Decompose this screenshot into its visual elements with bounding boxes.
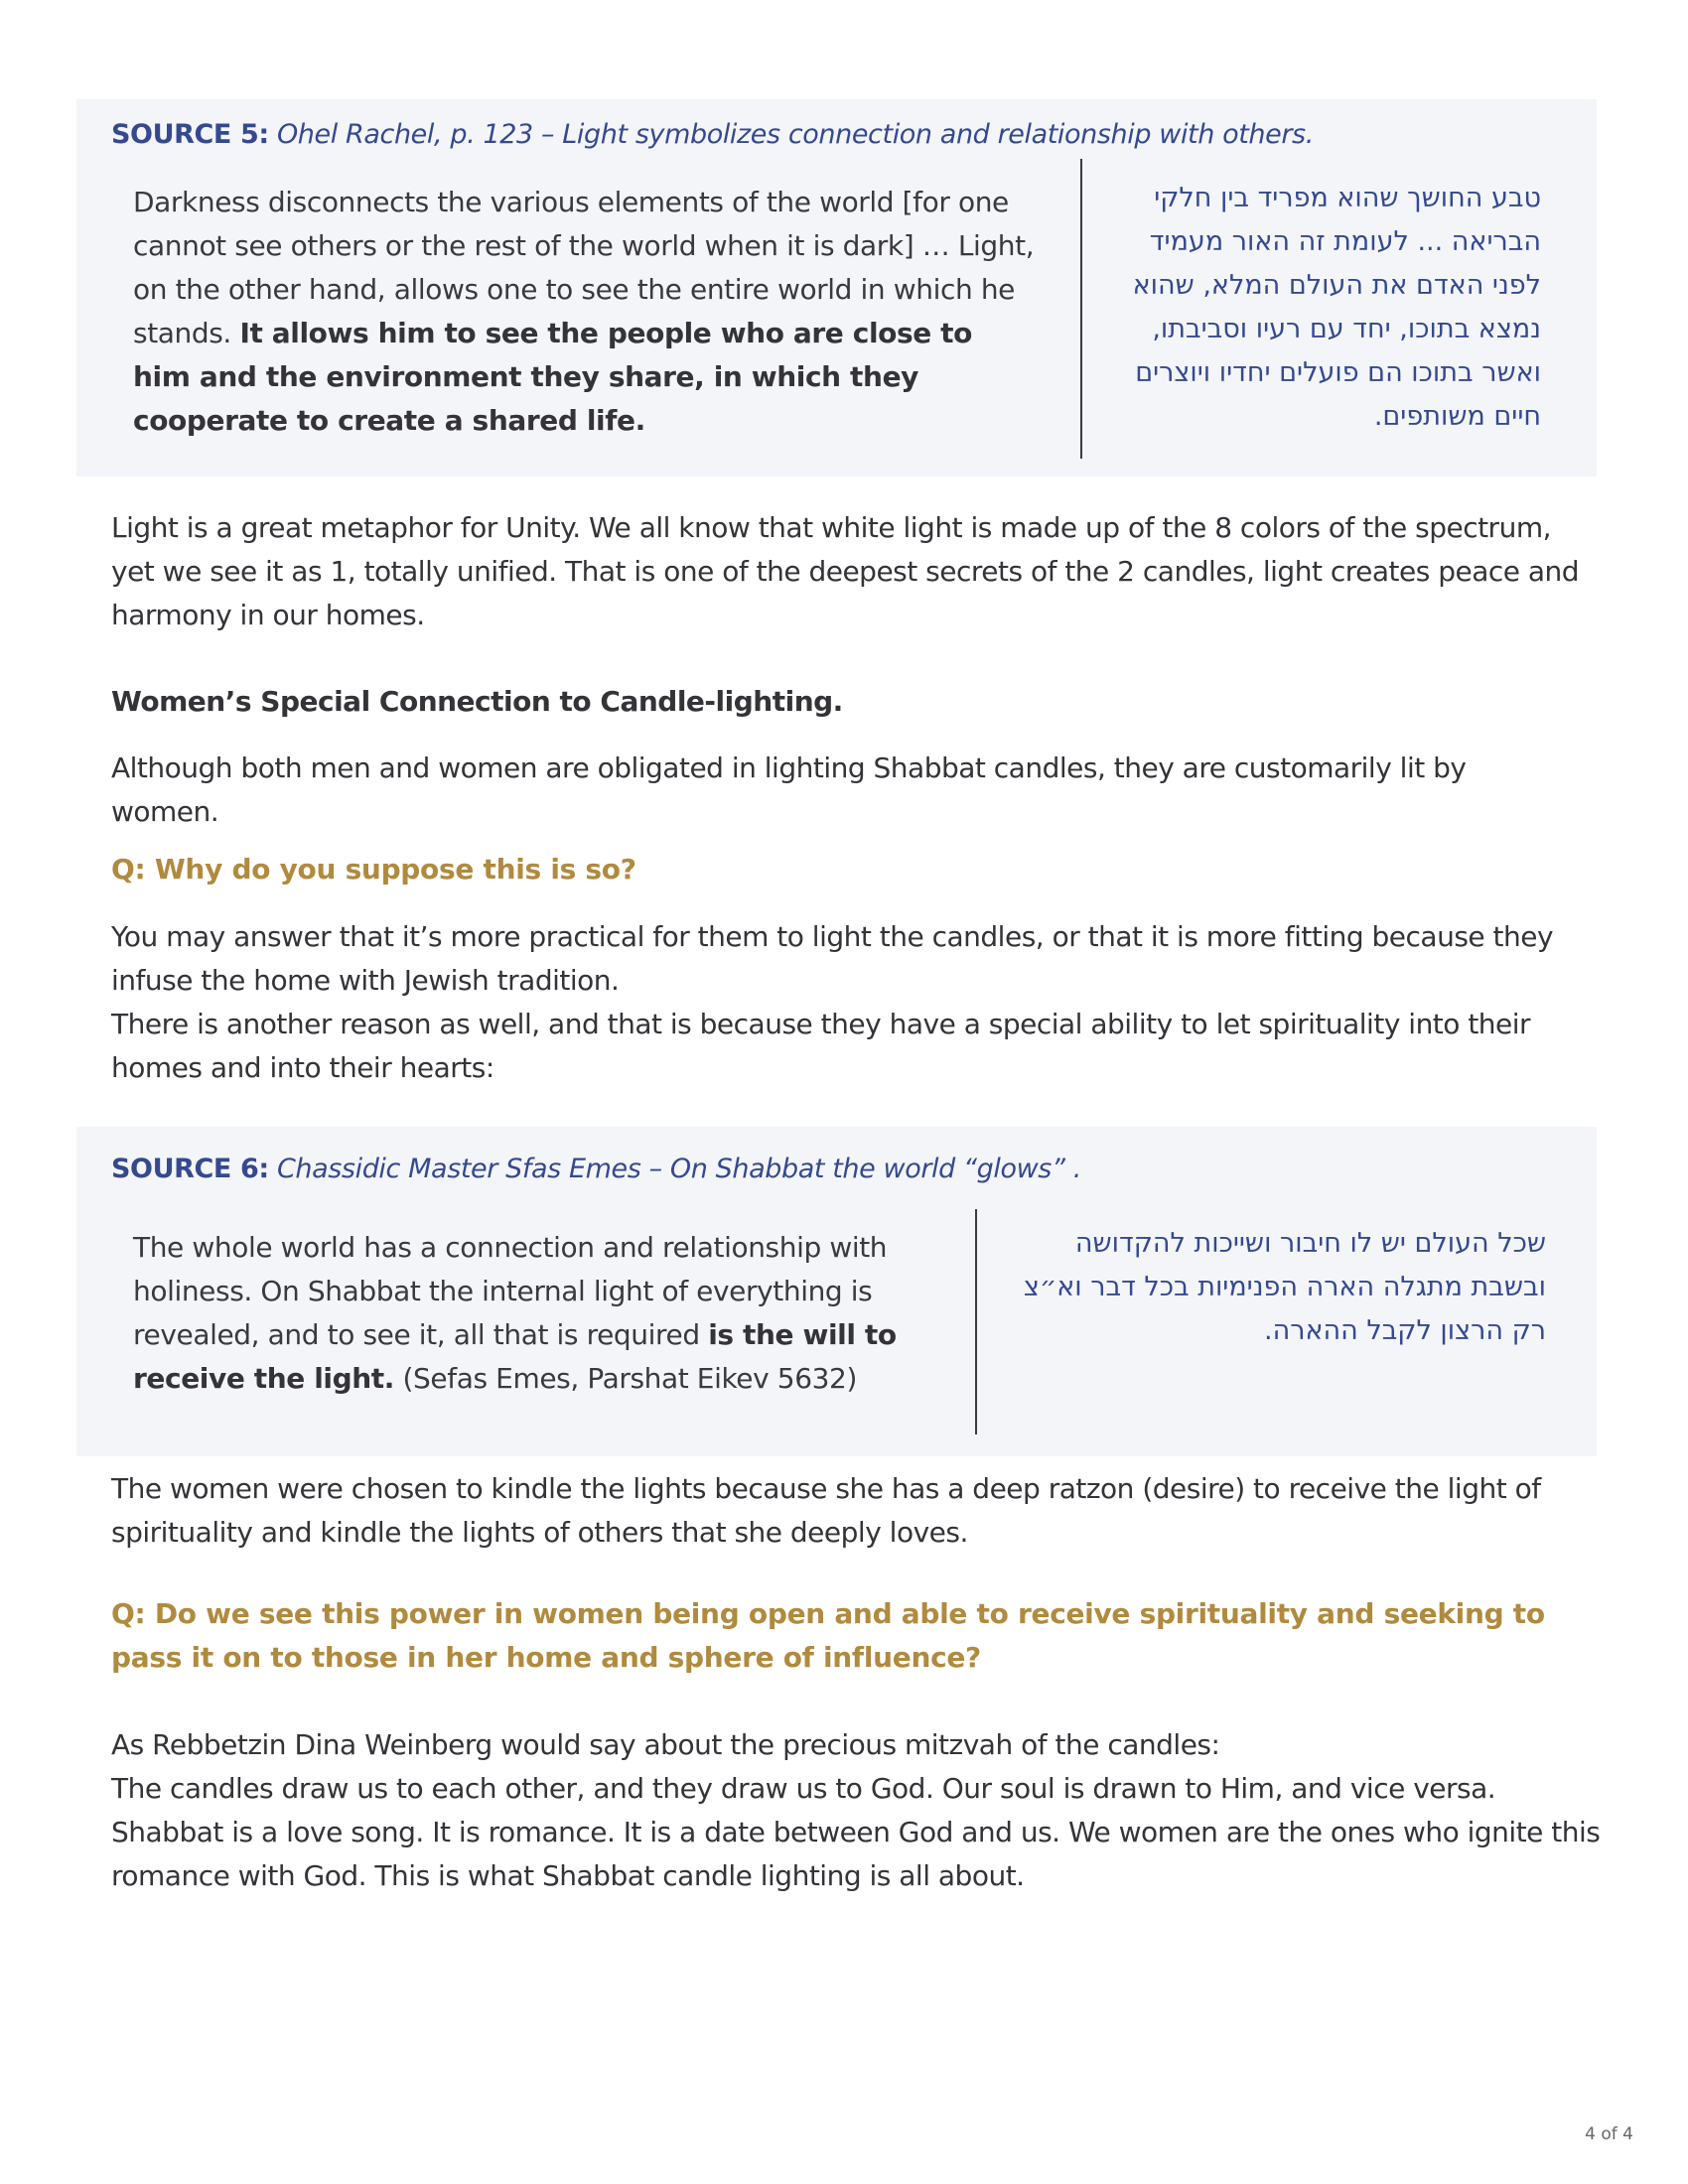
source-5-english-text [133, 181, 1037, 443]
section-heading: Women’s Special Connection to Candle-lighting. [111, 685, 843, 718]
source-5-english-bold: It allows him to see the people who are close to him and the environment they share, in which they cooperate to create a shared life. [133, 317, 973, 437]
source-6-label: SOURCE 6: [111, 1154, 269, 1184]
source-6-divider [975, 1209, 977, 1434]
source-6-title [111, 1154, 1081, 1184]
paragraph-answer-1: You may answer that it’s more practical for them to light the candles, or that it is more fitting because they infuse the home with Jewish tradition. [111, 920, 1554, 997]
source-6-citation: (Sefas Emes, Parshat Eikev 5632) [394, 1362, 857, 1395]
source-6-english-bold: is the will to receive the light. [133, 1318, 897, 1395]
paragraph-obligated: Although both men and women are obligated in lighting Shabbat candles, they are customarily lit by women. [111, 751, 1467, 828]
page-number: 4 of 4 [1585, 2124, 1633, 2144]
paragraph-weinberg-quote: The candles draw us to each other, and they draw us to God. Our soul is drawn to Him, and vice versa. Shabbat is a love song. It is romance. It is a date between God and us. We women are the ones who ignite this romance with God. This is what Shabbat candle lighting is all about. [111, 1772, 1601, 1892]
source-6-hebrew-text: שכל העולם יש לו חיבור ושייכות להקדושה ובשבת מתגלה הארה הפנימיות בכל דבר וא״צ רק הרצון לקבל ההארה. [1023, 1228, 1546, 1346]
question-why: Q: Why do you suppose this is so? [111, 853, 636, 886]
source-5-english-plain: Darkness disconnects the various elements of the world [for one cannot see others or the rest of the world when it is dark] … Light, on the other hand, allows one to see the entire world in which he stands. [133, 186, 1035, 349]
source-5-label: SOURCE 5: [111, 119, 269, 150]
source-5-divider [1080, 159, 1082, 459]
source-5-description: Ohel Rachel, p. 123 – Light symbolizes connection and relationship with others. [276, 119, 1314, 150]
source-5-box [76, 99, 1597, 477]
paragraph-weinberg-intro: As Rebbetzin Dina Weinberg would say about the precious mitzvah of the candles: [111, 1728, 1220, 1761]
source-6-english-plain: The whole world has a connection and relationship with holiness. On Shabbat the internal light of everything is revealed, and to see it, all that is required [133, 1231, 888, 1351]
source-6-description: Chassidic Master Sfas Emes – On Shabbat the world “glows” . [276, 1154, 1081, 1184]
source-6-box [76, 1127, 1597, 1456]
source-6-english-text [133, 1226, 947, 1401]
paragraph-women: The women were chosen to kindle the lights because she has a deep ratzon (desire) to receive the light of spirituality and kindle the lights of others that she deeply loves. [111, 1472, 1541, 1549]
paragraph-answer-2: There is another reason as well, and that is because they have a special ability to let spirituality into their homes and into their hearts: [111, 1008, 1531, 1084]
source-5-title [111, 119, 1314, 150]
question-power: Q: Do we see this power in women being open and able to receive spirituality and seeking to pass it on to those in her home and sphere of influence? [111, 1597, 1545, 1674]
paragraph-unity: Light is a great metaphor for Unity. We all know that white light is made up of the 8 colors of the spectrum, yet we see it as 1, totally unified. That is one of the deepest secrets of the 2 candles, light creates peace and harmony in our homes. [111, 511, 1580, 631]
source-5-hebrew-text: טבע החושך שהוא מפריד בין חלקי הבריאה ... לעומת זה האור מעמיד לפני האדם את העולם המלא, שהוא נמצא בתוכו, יחד עם רעיו וסביבתו, ואשר בתוכו הם פועלים יחדיו ויוצרים חיים משותפים. [1132, 183, 1541, 432]
